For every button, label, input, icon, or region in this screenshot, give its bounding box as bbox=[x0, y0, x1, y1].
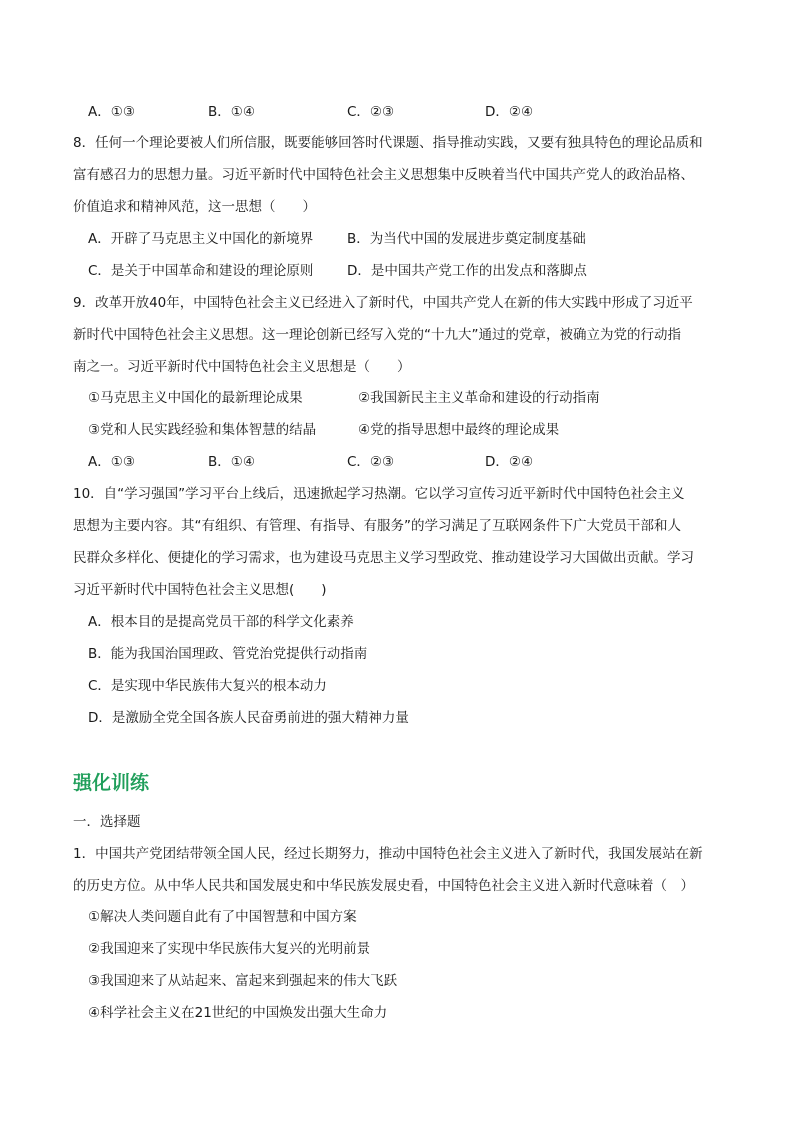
q7-option-b: B．①④ bbox=[208, 104, 255, 120]
q8-stem-line-2: 富有感召力的思想力量。习近平新时代中国特色社会主义思想集中反映着当代中国共产党人的政治品格、 bbox=[73, 167, 694, 183]
q9-option-d: D．②④ bbox=[485, 454, 534, 470]
s1-statement-3: ③我国迎来了从站起来、富起来到强起来的伟大飞跃 bbox=[88, 973, 398, 989]
q8-option-a: A．开辟了马克思主义中国化的新境界 bbox=[88, 231, 314, 247]
q8-option-d: D．是中国共产党工作的出发点和落脚点 bbox=[347, 263, 587, 279]
q8-stem-line-3: 价值追求和精神风范，这一思想（ ） bbox=[73, 199, 316, 215]
q9-statement-2: ②我国新民主主义革命和建设的行动指南 bbox=[358, 390, 600, 406]
q9-stem-line-2: 新时代中国特色社会主义思想。这一理论创新已经写入党的“十九大”通过的党章，被确立为党的行动指 bbox=[73, 327, 681, 343]
q9-option-c: C．②③ bbox=[347, 454, 395, 470]
q8-stem-line-1: 8．任何一个理论要被人们所信服，既要能够回答时代课题、指导推动实践，又要有独具特色的理论品质和 bbox=[73, 135, 703, 151]
q9-statement-1: ①马克思主义中国化的最新理论成果 bbox=[88, 390, 303, 406]
q9-statement-4: ④党的指导思想中最终的理论成果 bbox=[358, 422, 560, 438]
section-subtitle: 一．选择题 bbox=[73, 814, 141, 830]
q9-stem-line-1: 9．改革开放40年，中国特色社会主义已经进入了新时代，中国共产党人在新的伟大实践中形成了习近平 bbox=[73, 295, 693, 311]
q10-stem-line-2: 思想为主要内容。其“有组织、有管理、有指导、有服务”的学习满足了互联网条件下广大党员干部和人 bbox=[73, 518, 681, 534]
q10-option-c: C．是实现中华民族伟大复兴的根本动力 bbox=[88, 678, 327, 694]
s1-statement-2: ②我国迎来了实现中华民族伟大复兴的光明前景 bbox=[88, 941, 371, 957]
s1-stem-line-1: 1．中国共产党团结带领全国人民，经过长期努力，推动中国特色社会主义进入了新时代，我国发展站在新 bbox=[73, 846, 703, 862]
q9-option-a: A．①③ bbox=[88, 454, 135, 470]
section-title: 强化训练 bbox=[73, 772, 150, 794]
q9-option-b: B．①④ bbox=[208, 454, 255, 470]
s1-stem-line-2: 的历史方位。从中华人民共和国发展史和中华民族发展史看，中国特色社会主义进入新时代意味着（ ） bbox=[73, 878, 694, 894]
q10-option-d: D．是激励全党全国各族人民奋勇前进的强大精神力量 bbox=[88, 710, 409, 726]
s1-statement-1: ①解决人类问题自此有了中国智慧和中国方案 bbox=[88, 909, 357, 925]
q10-option-b: B．能为我国治国理政、管党治党提供行动指南 bbox=[88, 646, 368, 662]
s1-statement-4: ④科学社会主义在21世纪的中国焕发出强大生命力 bbox=[88, 1005, 388, 1021]
q10-stem-line-1: 10．自“学习强国”学习平台上线后，迅速掀起学习热潮。它以学习宣传习近平新时代中国特色社会主义 bbox=[73, 486, 685, 502]
q8-option-b: B．为当代中国的发展进步奠定制度基础 bbox=[347, 231, 586, 247]
q10-option-a: A．根本目的是提高党员干部的科学文化素养 bbox=[88, 614, 354, 630]
q10-stem-line-3: 民群众多样化、便捷化的学习需求，也为建设马克思主义学习型政党、推动建设学习大国做出贡献。学习 bbox=[73, 550, 694, 566]
q9-stem-line-3: 南之一。习近平新时代中国特色社会主义思想是（ ） bbox=[73, 359, 411, 375]
q9-statement-3: ③党和人民实践经验和集体智慧的结晶 bbox=[88, 422, 317, 438]
q7-option-a: A．①③ bbox=[88, 104, 135, 120]
q7-option-d: D．②④ bbox=[485, 104, 534, 120]
q10-stem-line-4: 习近平新时代中国特色社会主义思想( ) bbox=[73, 582, 327, 598]
q7-option-c: C．②③ bbox=[347, 104, 395, 120]
q8-option-c: C．是关于中国革命和建设的理论原则 bbox=[88, 263, 314, 279]
